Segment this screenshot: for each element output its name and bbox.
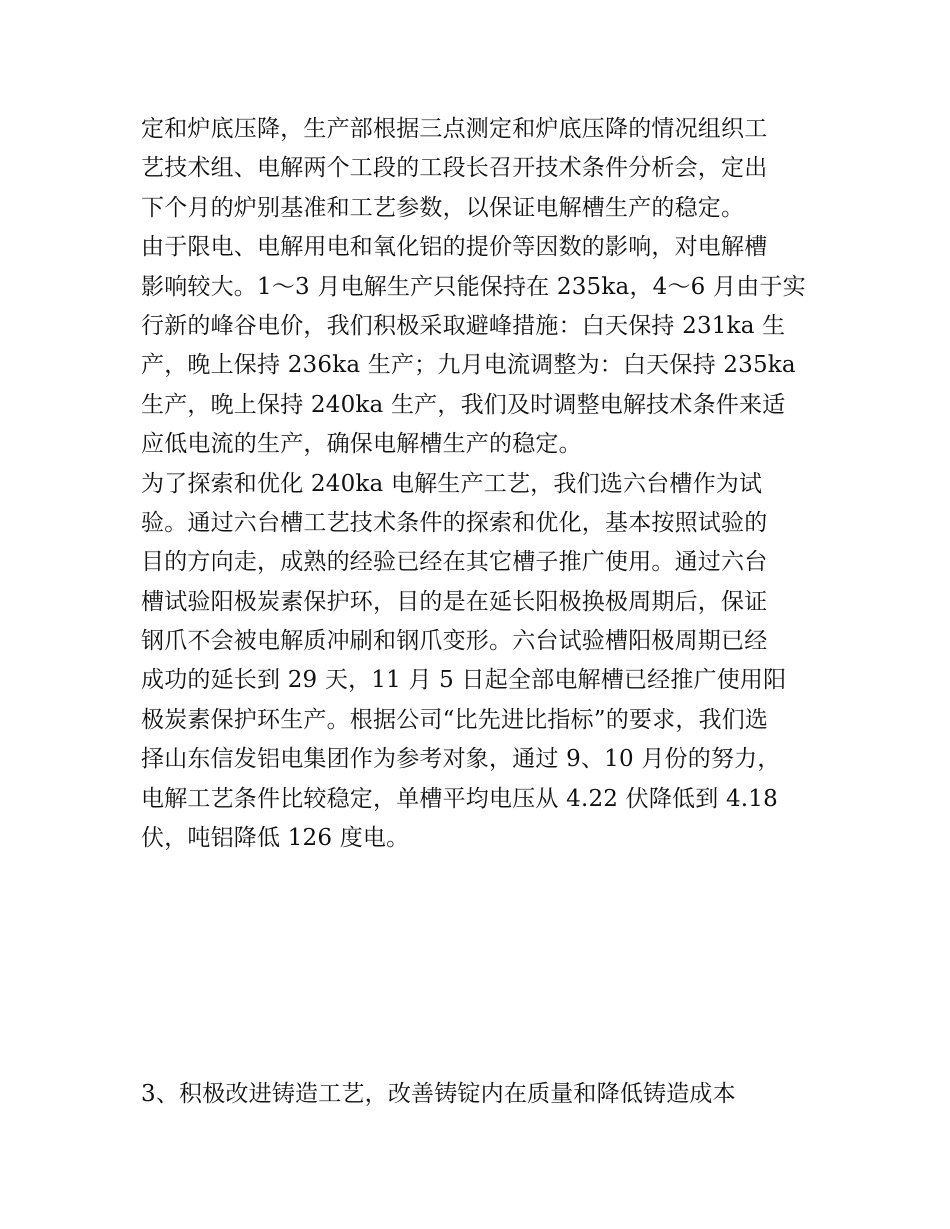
text-line: 为了探索和优化 240ka 电解生产工艺，我们选六台槽作为试 <box>141 470 763 497</box>
text-line: 产，晚上保持 236ka 生产；九月电流调整为：白天保持 235ka <box>141 352 796 379</box>
text-line: 槽试验阳极炭素保护环，目的是在延长阳极换极周期后，保证 <box>141 588 768 615</box>
text-line: 应低电流的生产，确保电解槽生产的稳定。 <box>141 431 582 458</box>
text-line: 由于限电、电解用电和氧化铝的提价等因数的影响，对电解槽 <box>141 234 768 261</box>
text-line: 定和炉底压降，生产部根据三点测定和炉底压降的情况组织工 <box>141 116 768 142</box>
text-line: 影响较大。1～3 月电解生产只能保持在 235ka，4～6 月由于实 <box>141 273 806 300</box>
text-line: 极炭素保护环生产。根据公司“比先进比指标”的要求，我们选 <box>141 706 769 733</box>
text-line: 下个月的炉别基准和工艺参数，以保证电解槽生产的稳定。 <box>141 194 745 221</box>
text-line: 成功的延长到 29 天，11 月 5 日起全部电解槽已经推广使用阳 <box>141 667 787 694</box>
text-line: 目的方向走，成熟的经验已经在其它槽子推广使用。通过六台 <box>141 549 768 576</box>
text-line: 行新的峰谷电价，我们积极采取避峰措施：白天保持 231ka 生 <box>141 312 786 339</box>
text-line: 择山东信发铝电集团作为参考对象，通过 9、10 月份的努力， <box>141 746 781 773</box>
text-line: 艺技术组、电解两个工段的工段长召开技术条件分析会，定出 <box>141 155 768 182</box>
text-line: 生产，晚上保持 240ka 生产，我们及时调整电解技术条件来适 <box>141 391 786 418</box>
text-line: 伏，吨铝降低 126 度电。 <box>141 825 410 852</box>
text-line: 验。通过六台槽工艺技术条件的探索和优化，基本按照试验的 <box>141 509 768 536</box>
section-heading: 3、积极改进铸造工艺，改善铸锭内在质量和降低铸造成本 <box>141 1081 736 1107</box>
text-line: 电解工艺条件比较稳定，单槽平均电压从 4.22 伏降低到 4.18 <box>141 785 778 812</box>
text-line: 钢爪不会被电解质冲刷和钢爪变形。六台试验槽阳极周期已经 <box>141 628 768 655</box>
body-text <box>141 110 821 858</box>
